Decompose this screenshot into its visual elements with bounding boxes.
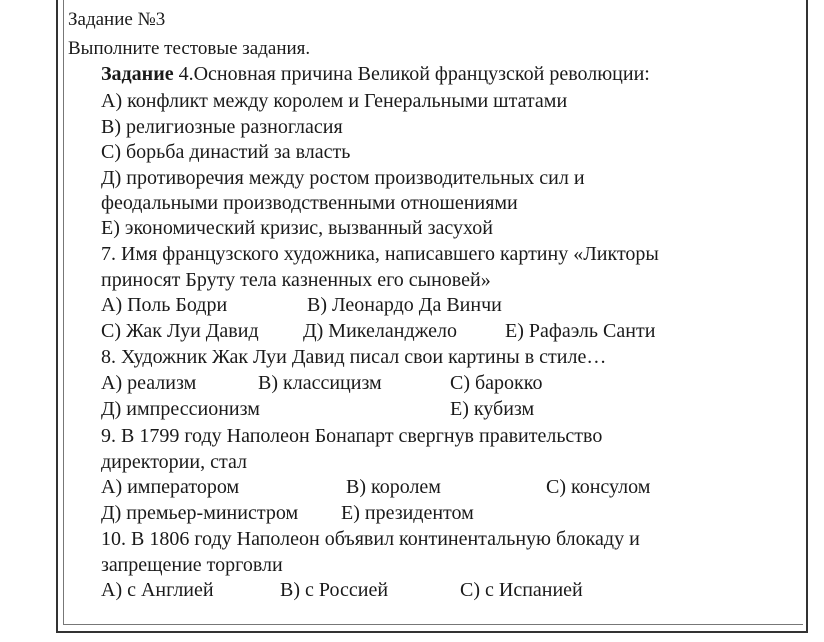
- question-8: 8. Художник Жак Луи Давид писал свои картины в стиле…: [101, 346, 607, 368]
- question-10-line1: 10. В 1806 году Наполеон объявил континентальную блокаду и: [101, 528, 640, 550]
- inner-left-border: [63, 0, 64, 625]
- q9-option-e: Е) президентом: [341, 502, 474, 524]
- q7-option-e: Е) Рафаэль Санти: [505, 320, 656, 342]
- question-4-text: 4.Основная причина Великой французской революции:: [173, 63, 650, 85]
- question-9-line2: директории, стал: [101, 451, 247, 473]
- q7-option-b: В) Леонардо Да Винчи: [307, 294, 502, 316]
- q9-option-c: С) консулом: [546, 476, 651, 498]
- q8-option-d: Д) импрессионизм: [101, 398, 260, 420]
- question-7-line1: 7. Имя французского художника, написавшего картину «Ликторы: [101, 243, 659, 265]
- q8-option-b: В) классицизм: [258, 372, 382, 394]
- q7-option-d: Д) Микеланджело: [303, 320, 458, 342]
- q4-option-e: Е) экономический кризис, вызванный засухой: [101, 217, 493, 239]
- q8-option-a: А) реализм: [101, 372, 197, 394]
- question-10-line2: запрещение торговли: [101, 554, 283, 576]
- q8-option-e: Е) кубизм: [450, 398, 535, 420]
- task-label: Задание: [101, 63, 174, 85]
- inner-bottom-border: [63, 624, 803, 625]
- question-7-line2: приносят Бруту тела казненных его сыновей»: [101, 269, 491, 291]
- q7-option-a: А) Поль Бодри: [101, 294, 228, 316]
- q7-option-c: С) Жак Луи Давид: [101, 320, 259, 342]
- q10-option-c: С) с Испанией: [460, 579, 583, 601]
- instruction-text: Выполните тестовые задания.: [68, 38, 311, 59]
- q4-option-c: С) борьба династий за власть: [101, 141, 351, 163]
- q4-option-d-cont: феодальными производственными отношениями: [101, 192, 518, 214]
- task-title: Задание №3: [68, 9, 166, 30]
- q8-option-c: С) барокко: [450, 372, 543, 394]
- q9-option-b: В) королем: [346, 476, 441, 498]
- q4-option-b: В) религиозные разногласия: [101, 116, 343, 138]
- q10-option-b: В) с Россией: [280, 579, 389, 601]
- q4-option-d: Д) противоречия между ростом производительных сил и: [101, 167, 585, 189]
- q9-option-a: А) императором: [101, 476, 240, 498]
- question-9-line1: 9. В 1799 году Наполеон Бонапарт свергнув правительство: [101, 425, 603, 447]
- q4-option-a: А) конфликт между королем и Генеральными штатами: [101, 90, 568, 112]
- question-4: [101, 62, 650, 86]
- q9-option-d: Д) премьер-министром: [101, 502, 299, 524]
- q10-option-a: А) с Англией: [101, 579, 214, 601]
